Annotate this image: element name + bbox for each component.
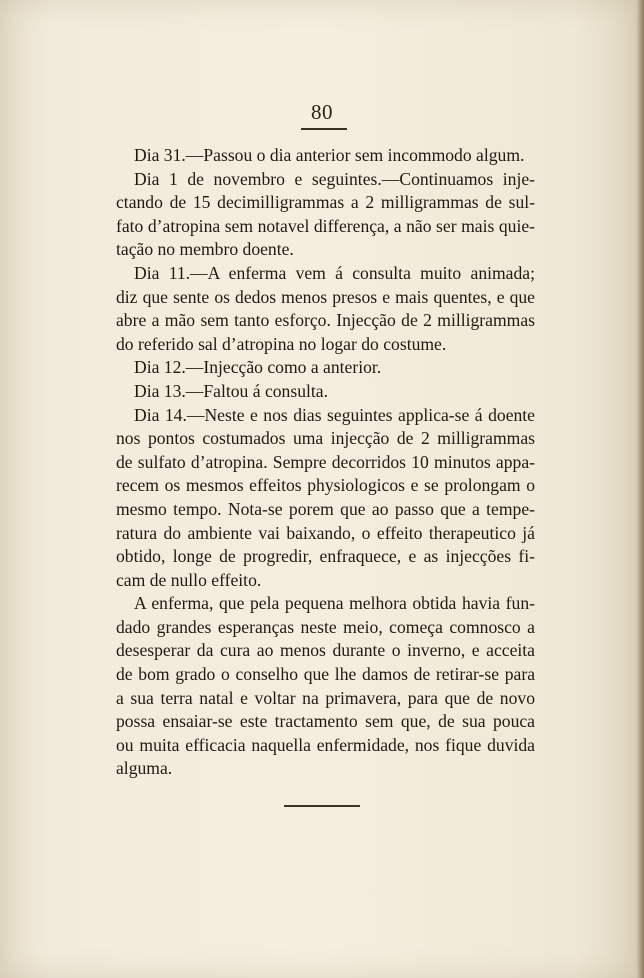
text-line-content: A enferma, que pela pequena melhora obtida havia fun- [134, 593, 535, 614]
text-line [116, 616, 535, 640]
text-line [116, 427, 535, 451]
text-line-content: abre a mão sem tanto esforço. Injecção de 2 milligrammas [116, 310, 535, 331]
text-line [116, 309, 535, 333]
text-line-content: cam de nullo effeito. [116, 569, 262, 590]
text-line-content: ratura do ambiente vai baixando, o effeito therapeutico já [116, 522, 535, 543]
page-number-rule [301, 128, 347, 130]
text-line [116, 498, 535, 522]
text-line [116, 238, 535, 262]
text-line-content: Dia 12.—Injecção como a anterior. [134, 357, 382, 378]
text-line-content: dado grandes esperanças neste meio, começa comnosco a [116, 616, 535, 637]
text-line-content: obtido, longe de progredir, enfraquece, e as injecções fi- [116, 546, 535, 567]
text-line-content: nos pontos costumados uma injecção de 2 milligrammas [116, 428, 535, 449]
text-line [116, 522, 535, 546]
text-line-content: a sua terra natal e voltar na primavera, para que de novo [116, 687, 535, 708]
text-line-content: Dia 13.—Faltou á consulta. [134, 380, 328, 401]
text-line [116, 356, 535, 380]
text-line [116, 757, 535, 781]
end-rule [284, 805, 360, 807]
text-line [116, 687, 535, 711]
text-line-content: tação no membro doente. [116, 239, 294, 260]
text-line [116, 380, 535, 404]
text-line-content: diz que sente os dedos menos presos e mais quentes, e que [116, 286, 535, 307]
text-line-content: desesperar da cura ao menos durante o inverno, e acceita [116, 640, 535, 661]
text-line-content: mesmo tempo. Nota-se porem que ao passo que a tempe- [116, 498, 535, 519]
page-number: 80 [311, 100, 333, 124]
text-line [116, 191, 535, 215]
text-line [116, 262, 535, 286]
text-line-content: ctando de 15 decimilligrammas a 2 milligrammas de sul- [116, 192, 535, 213]
text-line-content: de bom grado o conselho que lhe damos de retirar-se para [116, 664, 535, 685]
text-line [116, 734, 535, 758]
text-line [116, 710, 535, 734]
text-line [116, 215, 535, 239]
text-line-content: possa ensaiar-se este tractamento sem que, de sua pouca [116, 711, 535, 732]
text-line [116, 286, 535, 310]
text-line [116, 663, 535, 687]
text-line [116, 404, 535, 428]
text-line-content: ou muita efficacia naquella enfermidade, nos fique duvida [116, 734, 535, 755]
text-line-content: do referido sal d’atropina no logar do costume. [116, 333, 447, 354]
text-line [116, 168, 535, 192]
text-line [116, 333, 535, 357]
text-line [116, 592, 535, 616]
text-line-content: recem os mesmos effeitos physiologicos e se prolongam o [116, 475, 535, 496]
text-line [116, 451, 535, 475]
text-line-content: fato d’atropina sem notavel differença, a não ser mais quie- [116, 215, 535, 236]
text-line-content: Dia 31.—Passou o dia anterior sem incommodo algum. [134, 145, 525, 165]
text-line-content: Dia 11.—A enferma vem á consulta muito animada; [134, 262, 535, 283]
text-line [116, 569, 535, 593]
page-edge [636, 0, 644, 978]
body-text [116, 144, 535, 781]
text-line-content: Dia 1 de novembro e seguintes.—Continuamos inje- [134, 168, 535, 189]
text-line [116, 545, 535, 569]
text-line [116, 144, 535, 168]
text-line-content: de sulfato d’atropina. Sempre decorridos 10 minutos appa- [116, 451, 535, 472]
text-line-content: alguma. [116, 758, 173, 779]
text-line-content: Dia 14.—Neste e nos dias seguintes applica-se á doente [134, 404, 535, 425]
text-line [116, 474, 535, 498]
text-line [116, 639, 535, 663]
